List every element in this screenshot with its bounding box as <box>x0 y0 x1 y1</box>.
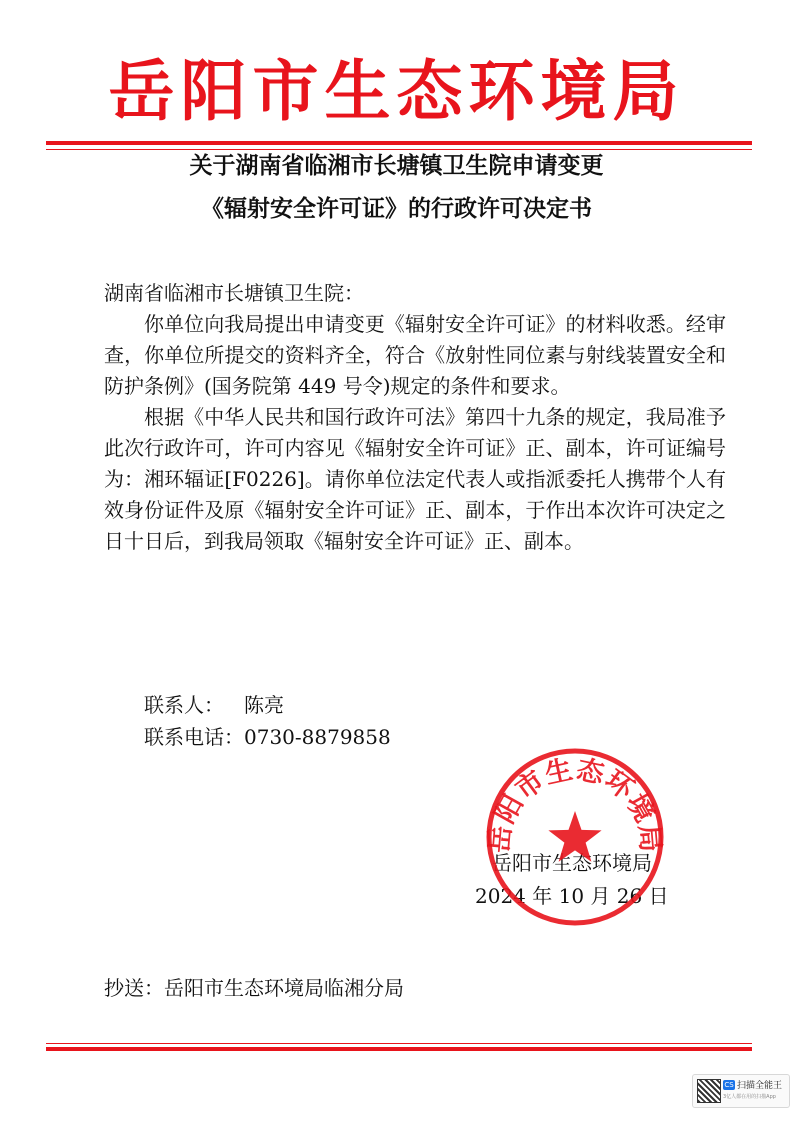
paragraph-decision: 根据《中华人民共和国行政许可法》第四十九条的规定，我局准予此次行政许可，许可内容见《辐射安全许可证》正、副本，许可证编号为：湘环辐证[F0226]。请你单位法定代表人或指派委托人携带个人有效身份证件及原《辐射安全许可证》正、副本，于作出本次许可决定之日十日后，到我局领取《辐射安全许可证》正、副本。 <box>104 405 726 553</box>
footer-rule-thick <box>46 1047 752 1051</box>
official-seal <box>483 745 667 929</box>
addressee: 湖南省临湘市长塘镇卫生院： <box>104 281 364 305</box>
document-title-line2: 《辐射安全许可证》的行政许可决定书 <box>201 196 592 222</box>
footer-rule-thin <box>46 1043 752 1044</box>
scanner-watermark <box>692 1074 790 1108</box>
contact-phone <box>144 722 391 752</box>
carbon-copy: 抄送：岳阳市生态环境局临湘分局 <box>104 976 404 1000</box>
paragraph-application: 你单位向我局提出申请变更《辐射安全许可证》的材料收悉。经审查，你单位所提交的资料齐全，符合《放射性同位素与射线装置安全和防护条例》(国务院第 449 号令)规定的条件和要求。 <box>104 312 726 398</box>
camscanner-logo-icon: CS <box>724 1081 734 1089</box>
contact-person-name: 陈亮 <box>244 693 284 717</box>
contact-person-label: 联系人： <box>144 693 224 717</box>
seal-star <box>548 811 601 862</box>
contact-person <box>144 690 284 720</box>
header-rule-thin <box>46 149 752 150</box>
document-title-line1: 关于湖南省临湘市长塘镇卫生院申请变更 <box>189 153 604 179</box>
scanner-app-tagline: 3亿人都在用的扫描App <box>723 1094 776 1100</box>
contact-phone-label: 联系电话： <box>144 725 244 749</box>
document-body <box>104 278 726 557</box>
signature-agency: 岳阳市生态环境局 <box>492 851 652 875</box>
seal-text: 岳阳市生态环境局 <box>484 754 666 855</box>
agency-masthead: 岳阳市生态环境局 <box>108 53 685 130</box>
signature-date: 2024 年 10 月 26 日 <box>475 884 669 908</box>
header-rule-thick <box>46 141 752 145</box>
qr-code-icon <box>697 1079 721 1103</box>
contact-phone-number: 0730-8879858 <box>244 725 391 749</box>
scanner-app-name: 扫描全能王 <box>737 1081 783 1091</box>
